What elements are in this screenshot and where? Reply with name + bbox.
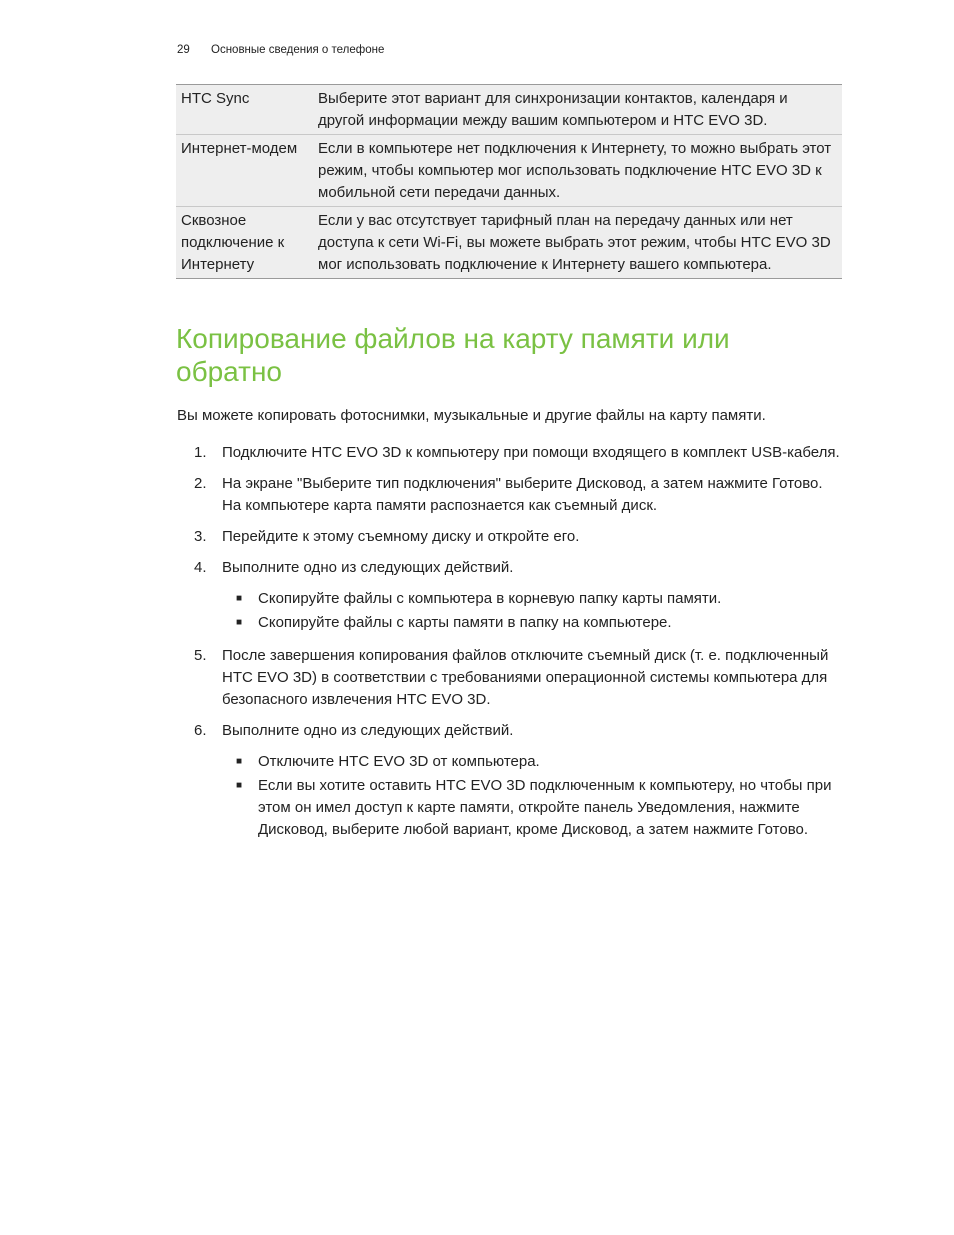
steps-list — [177, 442, 842, 852]
bullet-text: Скопируйте файлы с компьютера в корневую папку карты памяти. — [258, 590, 722, 607]
section-title: Копирование файлов на карту памяти или обратно — [176, 323, 730, 387]
table-term: Сквозное подключение к Интернету — [181, 212, 285, 273]
table-term: Интернет-модем — [181, 140, 298, 157]
step-text: После завершения копирования файлов отключите съемный диск (т. е. подключенный HTC EVO 3D) в соответствии с требованиями операционной системы компьютера для безопасного извлечения HTC EVO 3D. — [222, 647, 829, 708]
table-description: Если у вас отсутствует тарифный план на передачу данных или нет доступа к сети Wi-Fi, вы можете выбрать этот режим, чтобы HTC EVO 3D мог использовать подключение к Интернету вашего компьютера. — [318, 212, 831, 273]
step-text: Подключите HTC EVO 3D к компьютеру при помощи входящего в комплект USB-кабеля. — [222, 444, 840, 461]
bullet-item — [222, 751, 842, 773]
step-text: Перейдите к этому съемному диску и откройте его. — [222, 528, 580, 545]
step-number: 3. — [194, 528, 207, 545]
bullet-text: Скопируйте файлы с карты памяти в папку на компьютере. — [258, 614, 672, 631]
step-text: Выполните одно из следующих действий. — [222, 559, 514, 576]
table-description: Если в компьютере нет подключения к Интернету, то можно выбрать этот режим, чтобы компьютер мог использовать подключение HTC EVO 3D к мобильной сети передачи данных. — [318, 140, 832, 201]
bullet-item — [222, 775, 842, 841]
bullet-item — [222, 612, 842, 634]
step-number: 1. — [194, 444, 207, 461]
bullet-list — [222, 751, 842, 841]
table-term: HTC Sync — [181, 90, 250, 107]
table-description: Выберите этот вариант для синхронизации контактов, календаря и другой информации между вашим компьютером и HTC EVO 3D. — [318, 90, 788, 129]
list-item — [177, 557, 842, 636]
bullet-icon: ■ — [236, 780, 243, 791]
bullet-list — [222, 588, 842, 634]
chapter-title: Основные сведения о телефоне — [211, 44, 385, 56]
bullet-icon: ■ — [236, 756, 243, 767]
list-item — [177, 720, 842, 843]
bullet-text: Отключите HTC EVO 3D от компьютера. — [258, 753, 540, 770]
step-number: 6. — [194, 722, 207, 739]
bullet-text: Если вы хотите оставить HTC EVO 3D подключенным к компьютеру, но чтобы при этом он имел доступ к карте памяти, откройте панель Уведомления, нажмите Дисковод, выберите любой вариант, кроме Дисковод, а затем нажмите Готово. — [258, 777, 832, 838]
bullet-icon: ■ — [236, 593, 243, 604]
list-item — [177, 526, 842, 548]
list-item — [177, 442, 842, 464]
table-row — [176, 134, 842, 206]
page-number: 29 — [177, 44, 190, 56]
table-row — [176, 206, 842, 278]
step-text: Выполните одно из следующих действий. — [222, 722, 514, 739]
section-intro: Вы можете копировать фотоснимки, музыкальные и другие файлы на карту памяти. — [177, 407, 766, 424]
page-header — [177, 44, 384, 56]
step-text: На экране "Выберите тип подключения" выберите Дисковод, а затем нажмите Готово. На компьютере карта памяти распознается как съемный диск. — [222, 475, 823, 514]
table-row — [176, 85, 842, 134]
step-number: 4. — [194, 559, 207, 576]
connection-types-table — [176, 84, 842, 279]
step-number: 2. — [194, 475, 207, 492]
bullet-icon: ■ — [236, 617, 243, 628]
list-item — [177, 473, 842, 517]
step-number: 5. — [194, 647, 207, 664]
bullet-item — [222, 588, 842, 610]
list-item — [177, 645, 842, 711]
